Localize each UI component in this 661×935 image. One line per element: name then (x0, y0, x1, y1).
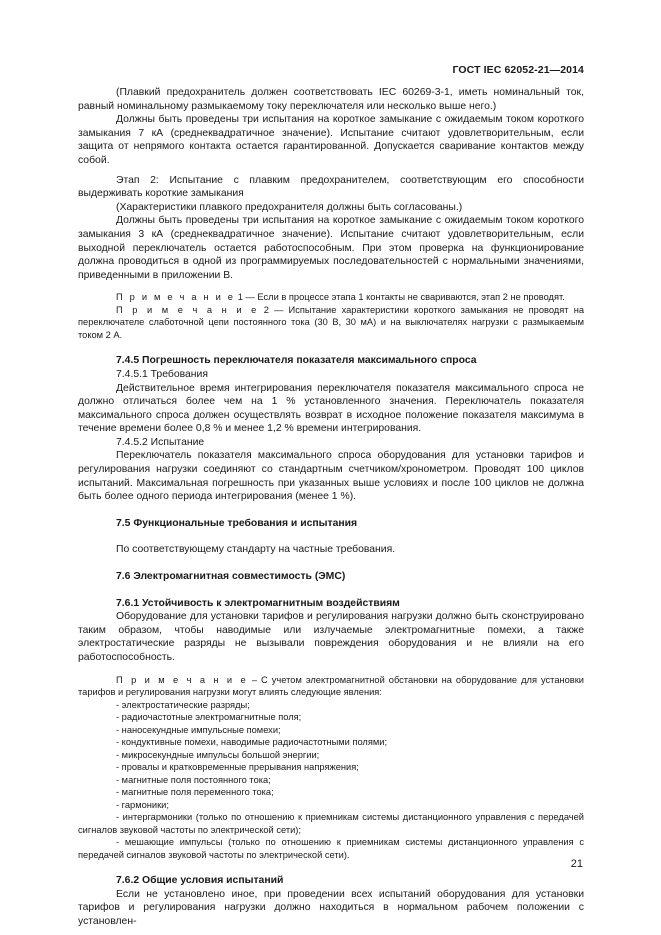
section-heading-7-5: 7.5 Функциональные требования и испытания (116, 517, 358, 529)
page-number: 21 (570, 858, 583, 870)
note-3 (78, 674, 584, 699)
subsection-heading-7-4-5-2: 7.4.5.2 Испытание (116, 436, 205, 448)
note-3-label: П р и м е ч а н и е (116, 674, 248, 685)
note-3-text: – С учетом электромагнитной обстановки на оборудование для установки тарифов и регулирования нагрузки могут влиять следующие явления: (78, 674, 584, 698)
list-item: - провалы и кратковременные прерывания напряжения; (116, 762, 359, 773)
note-2 (78, 304, 584, 342)
section-heading-7-6-2: 7.6.2 Общие условия испытаний (116, 875, 284, 887)
phenomena-list (78, 699, 584, 862)
paragraph-particular-standard: По соответствующему стандарту на частные требования. (116, 544, 396, 556)
paragraph-integration-time: Действительное время интегрирования переключателя показателя максимального спроса не должно отличаться более чем на 1 % установленного значения. Переключатель показателя максимального спроса должен осуществлять возврат в исходное положение показателя максимума в течение времени более 0,8 % и менее 1,2 % времени интегрирования. (78, 382, 584, 435)
list-item: - радиочастотные электромагнитные поля; (116, 712, 302, 723)
section-heading-7-4-5: 7.4.5 Погрешность переключателя показателя максимального спроса (116, 355, 477, 367)
subsection-heading-7-4-5-1: 7.4.5.1 Требования (116, 368, 208, 380)
list-item: - кондуктивные помехи, наводимые радиочастотными полями; (116, 737, 388, 748)
paragraph-stage-2: Этап 2: Испытание с плавким предохранителем, соответствующим его способности выдерживать короткие замыкания (78, 174, 584, 200)
paragraph-fuse-requirement: (Плавкий предохранитель должен соответствовать IEC 60269-3-1, иметь номинальный ток, равный номинальному размыкаемому току переключателя или несколько выше него.) (78, 87, 584, 112)
note-2-text: 2 — Испытание характеристики короткого замыкания не проводят на переключателе слаботочной цепи постоянного тока (30 В, 30 мА) и на выключателях нагрузки с размыкаемым током 2 А. (78, 304, 585, 340)
note-1 (78, 291, 584, 304)
paragraph-max-demand-test: Переключатель показателя максимального спроса оборудования для установки тарифов и регулирования нагрузки соединяют со стандартным счетчиком/хронометром. Проводят 100 циклов испытаний. Максимальная погрешность при указанных выше условиях и после 100 циклов не должна быть более одного периода интегрирования (менее 1 %). (78, 450, 584, 503)
list-item: - наносекундные импульсные помехи; (116, 724, 281, 735)
note-1-text: 1 — Если в процессе этапа 1 контакты не свариваются, этап 2 не проводят. (237, 292, 565, 303)
section-heading-7-6-1: 7.6.1 Устойчивость к электромагнитным воздействиям (116, 597, 400, 609)
list-item: - гармоники; (116, 799, 169, 810)
paragraph-fuse-characteristics: (Характеристики плавкого предохранителя должны быть согласованы.) (116, 201, 463, 213)
list-item: - микросекундные импульсы большой энергии; (116, 749, 320, 760)
list-item: - интергармоники (только по отношению к приемникам системы дистанционного управления с передачей сигналов звуковой частоты по электрической сети); (78, 812, 584, 835)
note-2-label: П р и м е ч а н и е (116, 304, 259, 315)
document-body (78, 86, 584, 928)
paragraph-short-circuit-3ka: Должны быть проведены три испытания на короткое замыкание с ожидаемым током короткого замыкания 3 кА (среднеквадратичное значение). Испытание считают удовлетворительным, если выходной переключатель остается работоспособным. При этом проверка на функционирование должна проводиться в одной из программируемых последовательностей с нормальными значениями, приведенными в приложении В. (78, 215, 584, 281)
list-item: - электростатические разряды; (116, 699, 250, 710)
document-standard-id: ГОСТ IEC 62052-21—2014 (452, 64, 584, 76)
note-1-label: П р и м е ч а н и е (116, 292, 236, 303)
list-item: - магнитные поля постоянного тока; (116, 774, 271, 785)
paragraph-emc-immunity: Оборудование для установки тарифов и регулирования нагрузки должно быть сконструировано таким образом, чтобы наводимые или излучаемые электромагнитные помехи, а также электростатические разряды не вызывали повреждения оборудования и не влияли на его работоспособность. (78, 611, 584, 663)
list-item: - мешающие импульсы (только по отношению к приемникам системы дистанционного управления с передачей сигналов звуковой частоты по электрической сети). (78, 837, 584, 860)
list-item: - магнитные поля переменного тока; (116, 787, 274, 798)
section-heading-7-6: 7.6 Электромагнитная совместимость (ЭМС) (116, 571, 346, 583)
paragraph-general-test-conditions: Если не установлено иное, при проведении всех испытаний оборудования для установки тарифов и регулирования нагрузки должно находиться в нормальном рабочем положении с установлен- (78, 888, 584, 927)
paragraph-short-circuit-7ka: Должны быть проведены три испытания на короткое замыкание с ожидаемым током короткого замыкания 7 кА (среднеквадратичное значение). Испытание считают удовлетворительным, если защита от непрямого контакта остается гарантированной. Допускается сваривание контактов между собой. (78, 114, 584, 166)
